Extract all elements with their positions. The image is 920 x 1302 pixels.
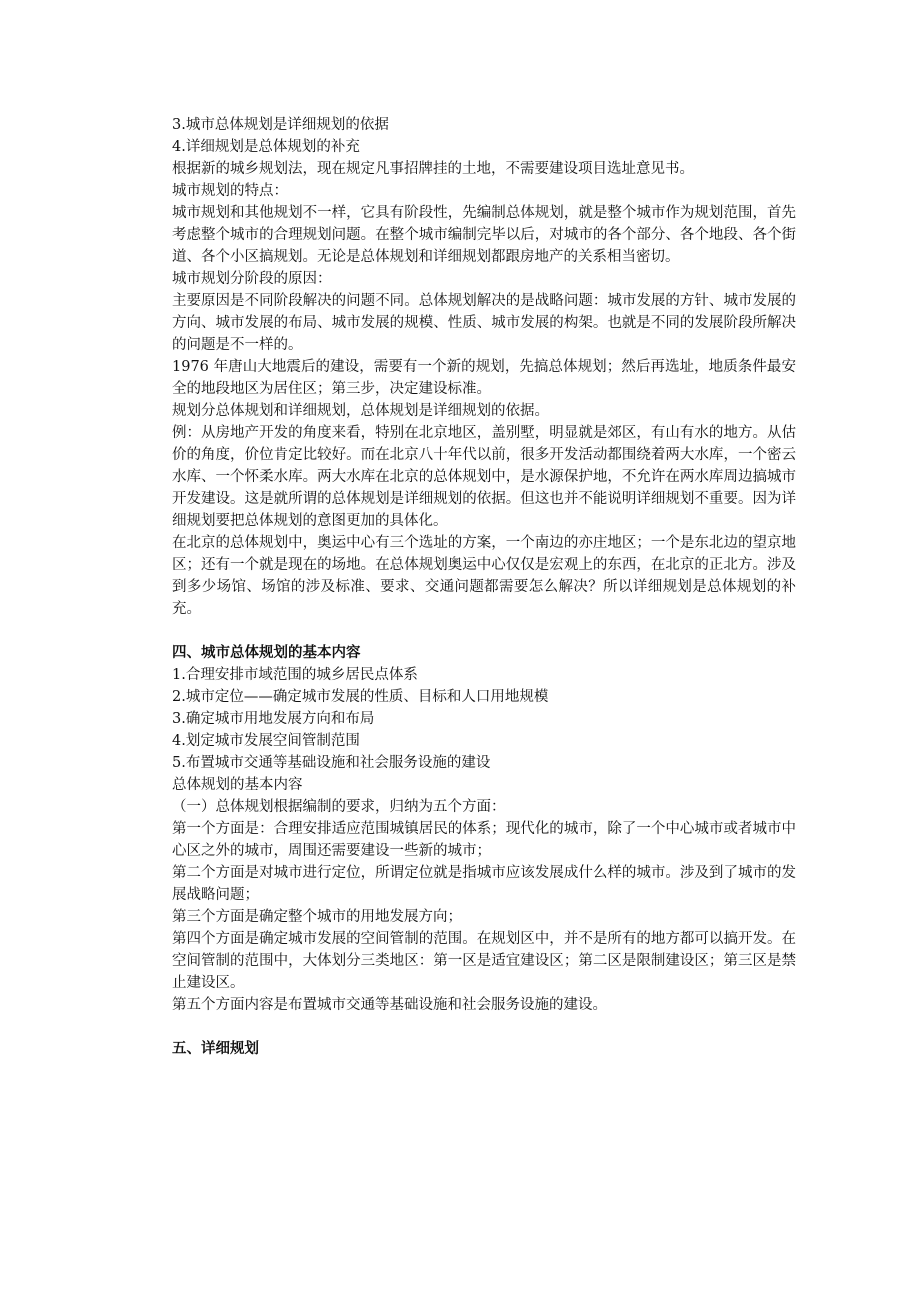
list-item: 4.划定城市发展空间管制范围 <box>172 733 360 749</box>
section-heading-5: 五、详细规划 <box>172 1041 259 1057</box>
paragraph-aspect-2: 第二个方面是对城市进行定位，所谓定位就是指城市应该发展成什么样的城市。涉及到了城市的发展战略问题； <box>172 865 796 903</box>
section-heading-4: 四、城市总体规划的基本内容 <box>172 645 361 661</box>
list-item: 2.城市定位——确定城市发展的性质、目标和人口用地规模 <box>172 689 549 705</box>
paragraph-olympic: 在北京的总体规划中，奥运中心有三个选址的方案，一个南边的亦庄地区；一个是东北边的望京地区；还有一个就是现在的场地。在总体规划奥运中心仅仅是宏观上的东西，在北京的正北方。涉及到多少场馆、场馆的涉及标准、要求、交通问题都需要怎么解决？所以详细规划是总体规划的补充。 <box>172 535 796 617</box>
document-body <box>172 114 796 1060</box>
paragraph-reason: 主要原因是不同阶段解决的问题不同。总体规划解决的是战略问题：城市发展的方针、城市发展的方向、城市发展的布局、城市发展的规模、性质、城市发展的构架。也就是不同的发展阶段所解决的问题是不一样的。 <box>172 293 796 353</box>
text-line: 3.城市总体规划是详细规划的依据 <box>172 117 389 133</box>
paragraph-aspect-3: 第三个方面是确定整个城市的用地发展方向； <box>172 909 462 925</box>
text-line: （一）总体规划根据编制的要求，归纳为五个方面： <box>172 799 506 815</box>
paragraph-1976: 1976 年唐山大地震后的建设，需要有一个新的规划，先搞总体规划；然后再选址，地质条件最安全的地段地区为居住区；第三步，决定建设标准。 <box>172 359 796 397</box>
paragraph-aspect-4: 第四个方面是确定城市发展的空间管制的范围。在规划区中，并不是所有的地方都可以搞开发。在空间管制的范围中，大体划分三类地区：第一区是适宜建设区；第二区是限制建设区；第三区是禁止建设区。 <box>172 931 796 991</box>
spacer <box>172 1016 796 1038</box>
text-line: 城市规划的特点： <box>172 183 288 199</box>
paragraph-split: 规划分总体规划和详细规划，总体规划是详细规划的依据。 <box>172 403 549 419</box>
paragraph-aspect-5: 第五个方面内容是布置城市交通等基础设施和社会服务设施的建设。 <box>172 997 607 1013</box>
list-item: 3.确定城市用地发展方向和布局 <box>172 711 375 727</box>
paragraph-features: 城市规划和其他规划不一样，它具有阶段性，先编制总体规划，就是整个城市作为规划范围，首先考虑整个城市的合理规划问题。在整个城市编制完毕以后，对城市的各个部分、各个地段、各个街道、各个小区搞规划。无论是总体规划和详细规划都跟房地产的关系相当密切。 <box>172 205 796 265</box>
paragraph-aspect-1: 第一个方面是：合理安排适应范围城镇居民的体系；现代化的城市，除了一个中心城市或者城市中心区之外的城市，周围还需要建设一些新的城市； <box>172 821 796 859</box>
list-item: 1.合理安排市域范围的城乡居民点体系 <box>172 667 418 683</box>
paragraph-example: 例：从房地产开发的角度来看，特别在北京地区，盖别墅，明显就是郊区，有山有水的地方。从估价的角度，价位肯定比较好。而在北京八十年代以前，很多开发活动都围绕着两大水库，一个密云水库、一个怀柔水库。两大水库在北京的总体规划中，是水源保护地，不允许在两水库周边搞城市开发建设。这是就所谓的总体规划是详细规划的依据。但这也并不能说明详细规划不重要。因为详细规划要把总体规划的意图更加的具体化。 <box>172 425 796 529</box>
spacer <box>172 620 796 642</box>
list-item: 5.布置城市交通等基础设施和社会服务设施的建设 <box>172 755 491 771</box>
text-line: 4.详细规划是总体规划的补充 <box>172 139 360 155</box>
text-line: 根据新的城乡规划法，现在规定凡事招牌挂的土地，不需要建设项目选址意见书。 <box>172 161 694 177</box>
text-line: 总体规划的基本内容 <box>172 777 303 793</box>
text-line: 城市规划分阶段的原因： <box>172 271 332 287</box>
